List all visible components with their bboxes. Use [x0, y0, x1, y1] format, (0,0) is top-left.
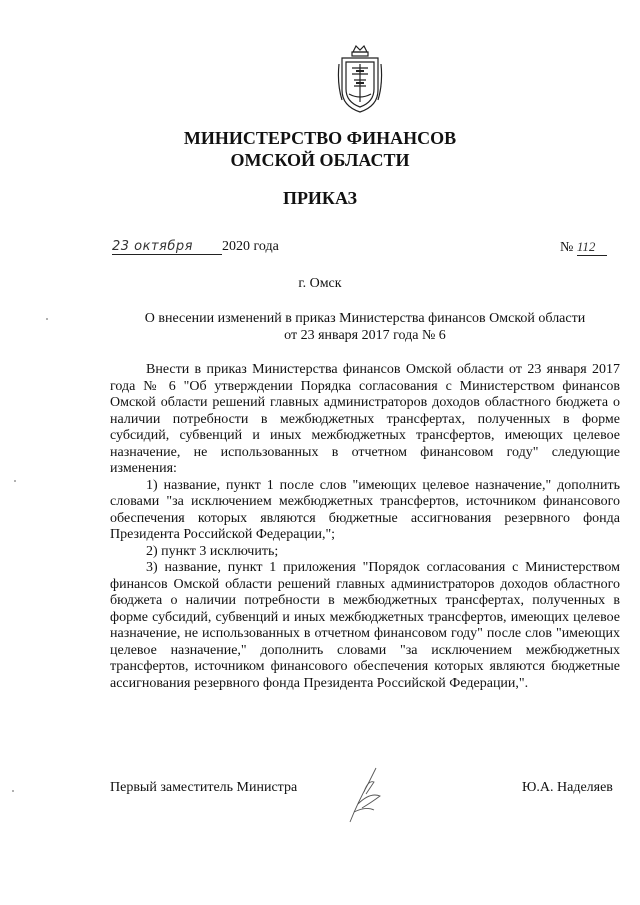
ministry-title-line1: МИНИСТЕРСТВО ФИНАНСОВ — [183, 128, 457, 148]
subject-line1: О внесении изменений в приказ Министерства финансов Омской области — [144, 311, 586, 326]
signatory-name: Ю.А. Наделяев — [522, 780, 613, 795]
handwritten-date: 23 октября — [112, 239, 222, 255]
body-item-3: 3) название, пункт 1 приложения "Порядок согласования с Министерством финансов Омской области решений главных администраторов доходов областного бюджета о наличии потребности в межбюджетных трансфертах, полученных в форме субсидий, субвенций и иных межбюджетных трансфертов, имеющих целевое назначение, не использованных в отчетном финансовом году" после слов "имеющих целевое назначение," дополнить словами "за исключением межбюджетных трансфертов, источником финансового обеспечения которых являются бюджетные ассигнования резервного фонда Президента Российской Федерации,". — [110, 560, 620, 691]
subject-line2: от 23 января 2017 года № 6 — [284, 328, 446, 343]
order-date — [112, 239, 279, 255]
body-item-1: 1) название, пункт 1 после слов "имеющих целевое назначение," дополнить словами "за исключением межбюджетных трансфертов, источником финансового обеспечения которых являются бюджетные ассигнования резервного фонда Президента Российской Федерации,"; — [110, 477, 620, 542]
handwritten-signature — [340, 762, 390, 830]
order-number — [560, 239, 607, 256]
order-subject — [110, 310, 620, 344]
city: г. Омск — [298, 276, 342, 291]
ministry-title-line2: ОМСКОЙ ОБЛАСТИ — [230, 150, 410, 170]
body-intro: Внести в приказ Министерства финансов Омской области от 23 января 2017 года № 6 "Об утверждении Порядка согласования с Министерством финансов Омской области решений главных администраторов доходов областного бюджета о наличии потребности в межбюджетных трансфертах, полученных в форме субсидий, субвенций и иных межбюджетных трансфертов, имеющих целевое назначение, не использованных в отчетном финансовом году" следующие изменения: — [110, 362, 620, 476]
scan-speck — [14, 480, 16, 482]
order-year: 2020 года — [222, 239, 279, 254]
signatory-position: Первый заместитель Министра — [110, 780, 298, 795]
coat-of-arms-icon — [336, 44, 384, 116]
scan-speck — [46, 318, 48, 320]
body-item-2: 2) пункт 3 исключить; — [146, 543, 279, 559]
handwritten-number: 112 — [577, 239, 607, 256]
number-label: № — [560, 240, 574, 255]
document-type: ПРИКАЗ — [282, 188, 358, 208]
scan-speck — [12, 790, 14, 792]
order-body — [110, 362, 620, 692]
